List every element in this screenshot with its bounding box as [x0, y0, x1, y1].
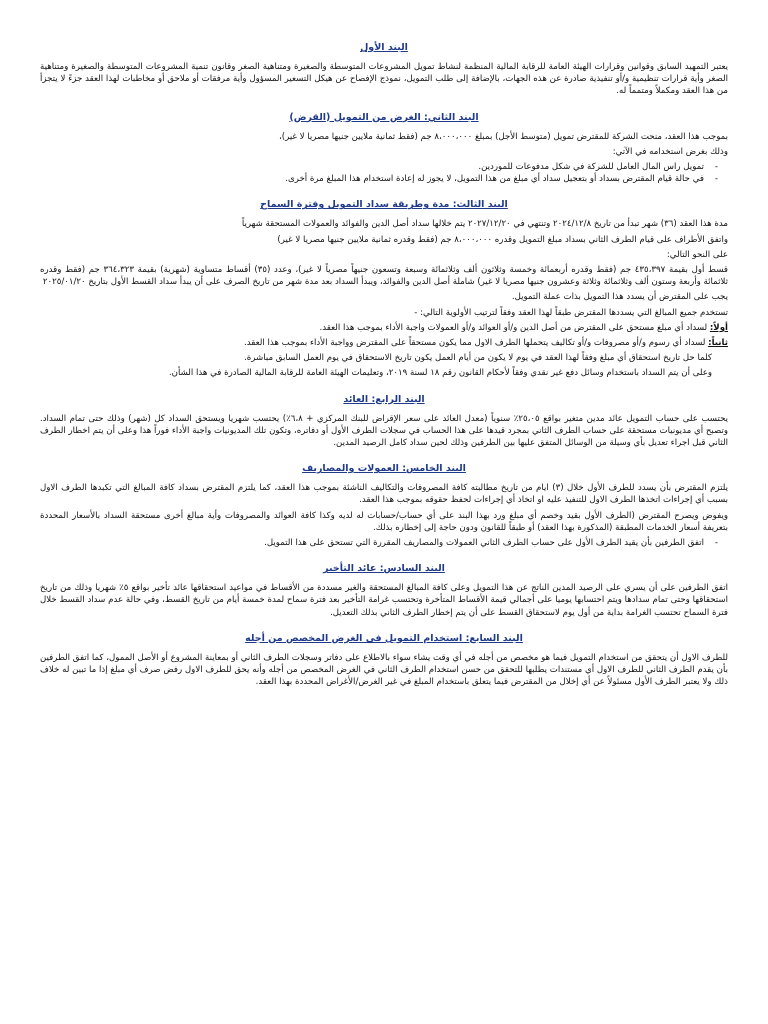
clause-2-list [40, 161, 728, 185]
clause-6 [40, 563, 728, 619]
priority-first-label: أولاً: [709, 322, 728, 333]
list-item: - في حالة قيام المقترض بسداد أو بتعجيل سداد أي مبلغ من هذا التمويل، لا يجوز له إعادة استخدام هذا المبلغ مرة أخرى. [40, 173, 704, 185]
clause-5-list [40, 537, 728, 549]
clause-1-text: يعتبر التمهيد السابق وقوانين وقرارات الهيئة العامة للرقابة المالية المنظمة لنشاط تمويل المشروعات المتوسطة والصغيرة ومتناهية الصغر وقانون تنمية المشروعات المتوسطة والصغيرة ومتناهية الصغر وأية قرارات تنظيمية و/أو تنفيذية صادرة عن هذه الجهات، بالإضافة إلى طلب التمويل، نموذج الإفصاح عن هيكل التسعير المسؤول وأية مرفقات أو ملاحق أو مخاطبات لهذا العقد جزءً لا يتجزأ من هذا العقد ومكملاً ومتمماً له. [40, 62, 728, 97]
clause-2 [40, 112, 728, 186]
clause-2-text: وذلك بغرض استخدامه في الآتي: [612, 146, 728, 157]
clause-7 [40, 633, 728, 689]
clause-1 [40, 42, 728, 98]
clause-5-text: ويفوض ويصرح المقترض (الطرف الأول بقيد وخصم أي مبلغ ورد بهذا البند على أي حساب/حسابات له لديه وكذا كافة العوائد والمصروفات وأية مبالغ أخرى مستحقة السداد بالأسعار المحددة بتعريفة أسعار الخدمات المطبقة (المذكورة بهذا العقد) أو طبقاً للقانون ودون حاجة إلى إخطاره بذلك. [40, 510, 728, 533]
clause-4-text: يحتسب على حساب التمويل عائد مدين متغير بواقع ٢٥،٠٥٪ سنوياً (معدل العائد على سعر الإقراض للبنك المركزي + ٦،٨٪) يحتسب شهريا ويستحق السداد كل (شهر) وذلك حتى تمام السداد. وتصبح أي مديونيات مستحقة على حساب الطرف الثاني بمجرد قيدها على هذا الحساب في سجلات الطرف الأول أو دفاتره، وتكون تلك المديونيات واجبة الأداء فوراً هذا وعلى أن يتم اخطار الطرف الثاني قبل اجراء تعديل بأي وسيلة من الوسائل المتفق عليها بين الطرفين وذلك لحين سداد كامل الرصيد المدين. [40, 413, 729, 449]
clause-2-heading: البند الثاني: الغرض من التمويل (القرض) [289, 111, 479, 123]
clause-3 [40, 199, 728, 379]
list-item: - اتفق الطرفين بأن يقيد الطرف الأول على حساب الطرف الثاني العمولات والمصاريف المقررة التي تستحق على هذا التمويل. [40, 537, 704, 549]
clause-3-heading: البند الثالث: مدة وطريقة سداد التمويل وفترة السماح [260, 199, 508, 211]
list-item: - تمويل راس المال العامل للشركة في شكل مدفوعات للموردين. [40, 161, 704, 173]
clause-3-text: يجب على المقترض أن يسدد هذا التمويل بذات عملة التمويل. [511, 292, 728, 303]
clause-3-text: قسط أول بقيمة ٤٣٥،٣٩٧ جم (فقط وقدره أربعمائة وخمسة وثلاثون ألف وثلاثمائة وسبعة وتسعون جنيهاً مصرياً لا غير)، وعدد (٣٥) أقساط متساوية (شهرية) بقيمة ٣٦٤،٣٢٣ جم (فقط وقدره ثلاثمائة وأربعة وستون ألف وثلاثمائة وثلاثة وعشرون جنيها مصريا لا غير) شاملة أصل الدين والفوائد، ويبدأ السداد بعد مدة شهر من تاريخ الصرف على أن يبدأ سداد القسط الأول بتاريخ ٢٠٢٥/٠١/٢٠ [40, 265, 728, 288]
priority-first [40, 322, 728, 334]
priority-second-label: ثانياً: [708, 338, 728, 349]
clause-3-text: واتفق الأطراف على قيام الطرف الثاني بسداد مبلغ التمويل وقدره ٨،٠٠٠،٠٠٠ جم (فقط وقدره ثمانية ملايين جنيها مصريا لا غير) [277, 234, 728, 245]
clause-2-text: بموجب هذا العقد، منحت الشركة للمقترض تمويل (متوسط الأجل) بمبلغ ٨،٠٠٠،٠٠٠ جم (فقط ثمانية ملايين جنيها مصريا لا غير)، [278, 131, 728, 142]
priority-second [40, 337, 728, 349]
clause-3-text: مدة هذا العقد (٣٦) شهر تبدأ من تاريخ ٢٠٢٤/١٢/٨ وتنتهي في ٢٠٢٧/١٢/٢٠ يتم خلالها سداد أصل الدين والفوائد والعمولات المستحقة شهرياً [241, 219, 728, 230]
clause-1-heading: البند الأول [360, 42, 408, 53]
clause-3-text: على النحو التالي: [666, 249, 728, 260]
clause-6-heading: البند السادس: عائد التأخير [323, 563, 445, 575]
clause-3-text: وعلى أن يتم السداد باستخدام وسائل دفع غير نقدي وفقاً لأحكام القانون رقم ١٨ لسنة ٢٠١٩، وتعليمات الهيئة العامة للرقابة المالية الصادرة في هذا الشأن. [168, 368, 712, 379]
clause-5 [40, 463, 728, 549]
priority-second-text: لسداد أي رسوم و/أو مصروفات و/أو تكاليف يتحملها الطرف الاول مما يكون مستحقاً على المقترض وواجبة الأداء بموجب هذا العقد. [244, 338, 709, 349]
clause-3-text: كلما حل تاريخ استحقاق أي مبلغ وفقاً لهذا العقد في يوم لا يكون من أيام العمل يكون تاريخ الاستحقاق في يوم العمل السابق مباشرة. [244, 353, 712, 364]
clause-5-text: يلتزم المقترض بأن يسدد للطرف الأول خلال (٣) ايام من تاريخ مطالبته كافة المصروفات والتكاليف الناشئة بموجب هذا العقد، كما يلتزم المقترض بسداد كافة المبالغ التي تكبدها الطرف الاول بسبب أي إجراءات اتخذها الطرف الاول للتنفيذ عليه او اتخاذ أي إجراءات لحفظ حقوقه بموجب هذا العقد. [40, 483, 728, 506]
clause-6-text: اتفق الطرفين على أن يسري على الرصيد المدين الناتج عن هذا التمويل وعلى كافة المبالغ المستحقة والغير مسددة من الأقساط في مواعيد استحقاقها عائد تأخير بواقع ٥٪ شهريا وذلك من تاريخ استحقاقها وحتى تمام سدادها ويتم احتسابها يوميا على أجمالي قيمة الأقساط المتأخرة وتحتسب غرامة التأخير بعد فترة سماح لمدة خمسة أيام من تاريخ القسط، وفي حالة عدم سداد القسط خلال فترة السماح تحتسب الغرامة بداية من أول يوم لاستحقاق القسط على أن يتم إخطار الطرف الثاني بذلك التعديل. [40, 583, 728, 618]
clause-5-heading: البند الخامس: العمولات والمصاريف [302, 463, 466, 475]
clause-4-heading: البند الرابع: العائد [343, 393, 425, 405]
clause-3-text: تستخدم جميع المبالغ التي يسددها المقترض طبقاً لهذا العقد وفقاً لترتيب الأولوية التالي: - [414, 307, 728, 318]
clause-7-heading: البند السابع: استخدام التمويل في الغرض المخصص من أجله [245, 632, 523, 644]
clause-4 [40, 394, 728, 450]
clause-7-text: للطرف الاول أن يتحقق من استخدام التمويل فيما هو مخصص من أجله في أي وقت يشاء سواء بالاطلاع على دفاتر وسجلات الطرف الثاني أو بمعاينة المشروع أو الأصل الممول، كما اتفق الطرفين بأن يقدم الطرف الثاني للطرف الاول أي مستندات يطلبها للتحقق من حسن استخدام الطرف الثاني في الغرض المخصص من أجله وأنه يحق للطرف الاول رفض صرف أي مبلغ إذا ما تبين له خلاف ذلك ولا يعتبر الطرف الأول مسئولاً عن أي إخلال من المقترض فيما يتعلق باستخدام المبلغ في غير الغرض/الأغراض المحددة بهذا العقد. [40, 652, 728, 688]
priority-first-text: لسداد أي مبلغ مستحق على المقترض من أصل الدين و/أو العوائد و/أو العمولات واجبة الأداء بموجب هذا العقد. [319, 322, 710, 333]
